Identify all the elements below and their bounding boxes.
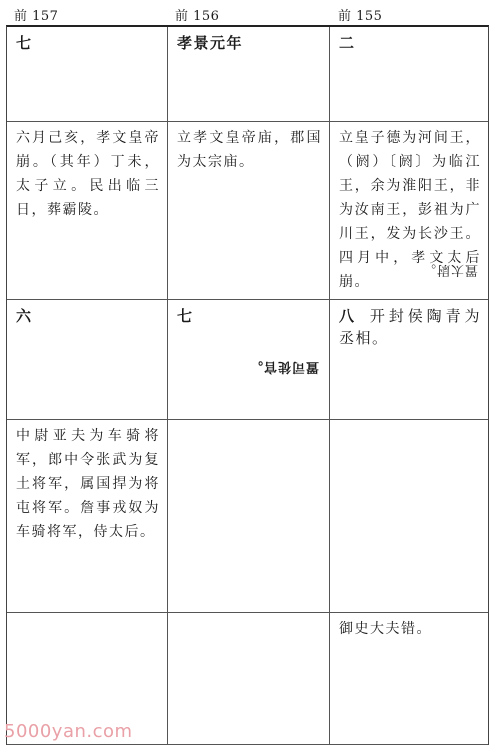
year-label-cell: 七 bbox=[7, 27, 168, 122]
event-text: 开封侯陶青为丞相。 bbox=[339, 307, 481, 347]
year-header-3: 前 155 bbox=[338, 9, 383, 24]
year-label: 八 bbox=[339, 307, 358, 325]
event-cell bbox=[168, 613, 330, 745]
event-cell: 立孝文皇帝庙，郡国为太宗庙。 bbox=[168, 122, 330, 300]
year-label-cell bbox=[168, 300, 330, 420]
event-cell: 中尉亚夫为车骑将军，郎中令张武为复土将军，属国捍为将屯将军。詹事戎奴为车骑将军，侍太后。 bbox=[7, 420, 168, 613]
year-label-cell: 二 bbox=[330, 27, 488, 122]
chronology-table bbox=[6, 25, 489, 745]
year-label-cell: 六 bbox=[7, 300, 168, 420]
year-header-1: 前 157 bbox=[14, 9, 59, 24]
event-cell bbox=[330, 122, 488, 300]
event-cell: 御史大夫错。 bbox=[330, 613, 488, 745]
year-label: 七 bbox=[177, 307, 194, 325]
event-text: 立皇子德为河间王，（阏）〔阏〕为临江王，余为淮阳王，非为汝南王，彭祖为广川王，发为长沙王。四月中，孝文太后崩。 bbox=[339, 130, 481, 290]
event-cell bbox=[330, 420, 488, 613]
event-cell: 六月己亥，孝文皇帝崩。（其年）丁未，太子立。民出临三日，葬霸陵。 bbox=[7, 122, 168, 300]
year-header-2: 前 156 bbox=[175, 9, 220, 24]
event-cell bbox=[168, 420, 330, 613]
watermark: 5000yan.com bbox=[4, 721, 133, 742]
inverted-note: 置太尉。 bbox=[421, 262, 478, 277]
inverted-note: 置司徒官。 bbox=[248, 359, 319, 374]
year-label-cell bbox=[330, 300, 488, 420]
year-label-cell: 孝景元年 bbox=[168, 27, 330, 122]
